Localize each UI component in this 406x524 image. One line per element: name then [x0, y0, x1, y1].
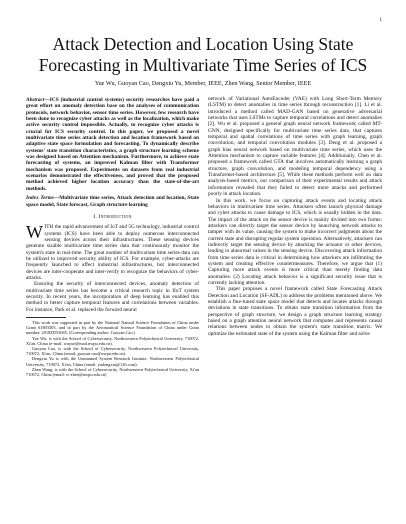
section-heading-introduction: I. Introduction [93, 213, 132, 220]
abstract-text: —ICS (industrial control systems) security researches have paid a great effort on anomaly detection base on the analyses of communication protocols, network behavior, sensor time series. However, few research have been done to recognize cyber attacks as well as the localization, which make active security control impossible. Actually, to recognize cyber attacks is crucial for ICS security control. In this paper, we proposed a novel multivariate time series attack detection and location framework based on adaptive state space formulation and forecasting. To dynamically describe systems' state transition characteristics, a graph structure learning scheme was designed based on Attention mechanism. Furthermore, to achieve state forecasting of systems, an improved Kalman filter with Transformer mechanism was proposed. Experiments on datasets from real industrial scenarios demonstrated the effectiveness, and proved that the proposed method achieved higher location accuracy than the state-of-the-art methods. [26, 97, 199, 192]
footnote-author-4: Zhen Wang, is with the School of Cybersecurity, Northwestern Polytechnical University, Xi'an 710072, China (email: w-zhen@nwpu.edu.cn) [26, 366, 199, 378]
footnote-author-2: Guoyan Cao, is with the School of Cybersecurity, Northwestern Polytechnical University, 710072, Xi'an, China (email: guoyan.cao@nwpu.edu.cn). [26, 346, 199, 357]
abstract [26, 97, 199, 192]
page-number: 1 [379, 18, 382, 23]
index-terms [26, 195, 199, 208]
abstract-label: Abstract [26, 97, 45, 103]
intro-paragraph-1 [26, 224, 199, 281]
author-list: Yue Wu, Guoyan Cao, Dengxiu Yu, Member, IEEE, Zhen Wang, Senior Member, IEEE [94, 80, 312, 87]
introduction-body [26, 224, 199, 313]
right-paragraph-3: This paper proposes a novel framework called State Forecasting Attack Detection and Location (SF-ADL) to address the problems mentioned above. We establish a fine-tuned state space model that detects and locates attacks through deviations in state transitions. To obtain state transition information from the perspective of graph structure, we design a graph structure learning strategy based on a graph attention neural network that computes and represents causal relations between nodes to obtain the system's state transition matrix. We optimize the estimated state of the system using the Kalman filter and solve [208, 286, 382, 337]
footnote-rule [26, 317, 66, 318]
drop-cap: W [26, 222, 43, 243]
index-terms-label: Index Terms [26, 195, 54, 202]
right-column [208, 96, 382, 337]
footnote-funding: This work was supported in part by the National Natural Science Foundation of China under Grant 61803305, and in part by the Aeronautical Science Foundation of China under Grant number: 2018ZD53045. (Corresponding author: Guoyan Cao.) [26, 320, 199, 336]
paper-title: Attack Detection and Location Using State Forecasting in Multivariate Time Series of ICS [38, 34, 368, 75]
intro-paragraph-2: Ensuring the security of interconnected devices, anomaly detection of multivariate time series has become a critical research topic in IIoT system security. In recent years, the incorporation of deep learning has enabled this method to better capture temporal features and correlations between variables. For instance, Park et al. replaced the forward neural [26, 281, 199, 313]
intro-paragraph-1-text: ITH the rapid advancement of IoT and 5G technology, industrial control systems (ICS) have been able to deploy numerous interconnected sensing devices across their infrastructures. These sensing devices generate sizable multivariate time series data that continuously monitor the system's state in real-time. The great number of multivariate time series data can be utilized to improved security ability of ICS. For example, cyber-attacks are frequently launched to affect industrial infrastructures, but interconnected devices are inter-cooperate and inter-verify to recognize the behaviors of cyber-attacks. [26, 224, 199, 281]
footnote-author-3: Dengxiu Yu is with the Unmanned System Research Institute, Northwestern Polytechnical University, 710072, Xi'an, China (email: yudengxiu@126.com). [26, 356, 199, 367]
right-paragraph-2: In this work, we focus on capturing attack events and locating attack behaviors in multivariate time series. Attackers often launch physical damage and cyber attacks to cause damage to ICS, which is usually hidden in the data. The impact of the attack on the sensor device is mainly divided into two forms: attackers can directly target the sensor device by launching network attacks to tamper with its value, causing the system to make incorrect judgments about the current state and disrupting regular system operation. Alternatively, attackers can indirectly target the sensing device by attacking the actuator or other devices, leading to abnormal values in the sensing device. Discovering attack information from time series data is critical in determining how attackers are infiltrating the system and creating effective countermeasures. Therefore, we argue that (1) Capturing more attack events is more critical than merely finding data anomalies. (2) Locating attack behavior is a significant security issue that is currently lacking attention. [208, 197, 382, 286]
footnote-author-1: Yue Wu, is with the School of Cybersecurity, Northwestern Polytechnical University, 710072, Xi'an, China (e-mail: wuyue@mail.nwpu.edu.cn). [26, 335, 199, 346]
footnotes [26, 320, 199, 377]
right-paragraph-1: network of Variational AutoEncoder (VAE) with Long Short-Term Memory (LSTM) to detect anomalies in time series through reconstruction [1]. Li et al. introduced a method called MAD-GAN based on generative adversarial networks that uses LSTMs to capture temporal correlations and detect anomalies [2]. Wu et al. proposed a general graph neural network framework called MT-GNN, designed specifically for multivariate time series data, that captures temporal and spatial correlations of time series with graph learning, graph convolution, and temporal convolution modules [3]. Deng et al. proposed a graph bias neural network based on multivariate time series, which uses the Attention mechanism to capture variable features [4]. Additionally, Chen et al. proposed a framework called GTA that involves automatically learning a graph structure, graph convolution, and modeling temporal dependency using a Transformer-based architecture [5]. While these methods perform well on data analysis-based metrics, our comparison of their experimental results and attack information revealed that they failed to detect more attacks and performed poorly in attack location. [208, 96, 382, 198]
left-column [26, 97, 199, 377]
index-terms-text: —Multivariate time series, Attack detection and location, State space model, State forecast, Graph structure learning [26, 195, 199, 208]
